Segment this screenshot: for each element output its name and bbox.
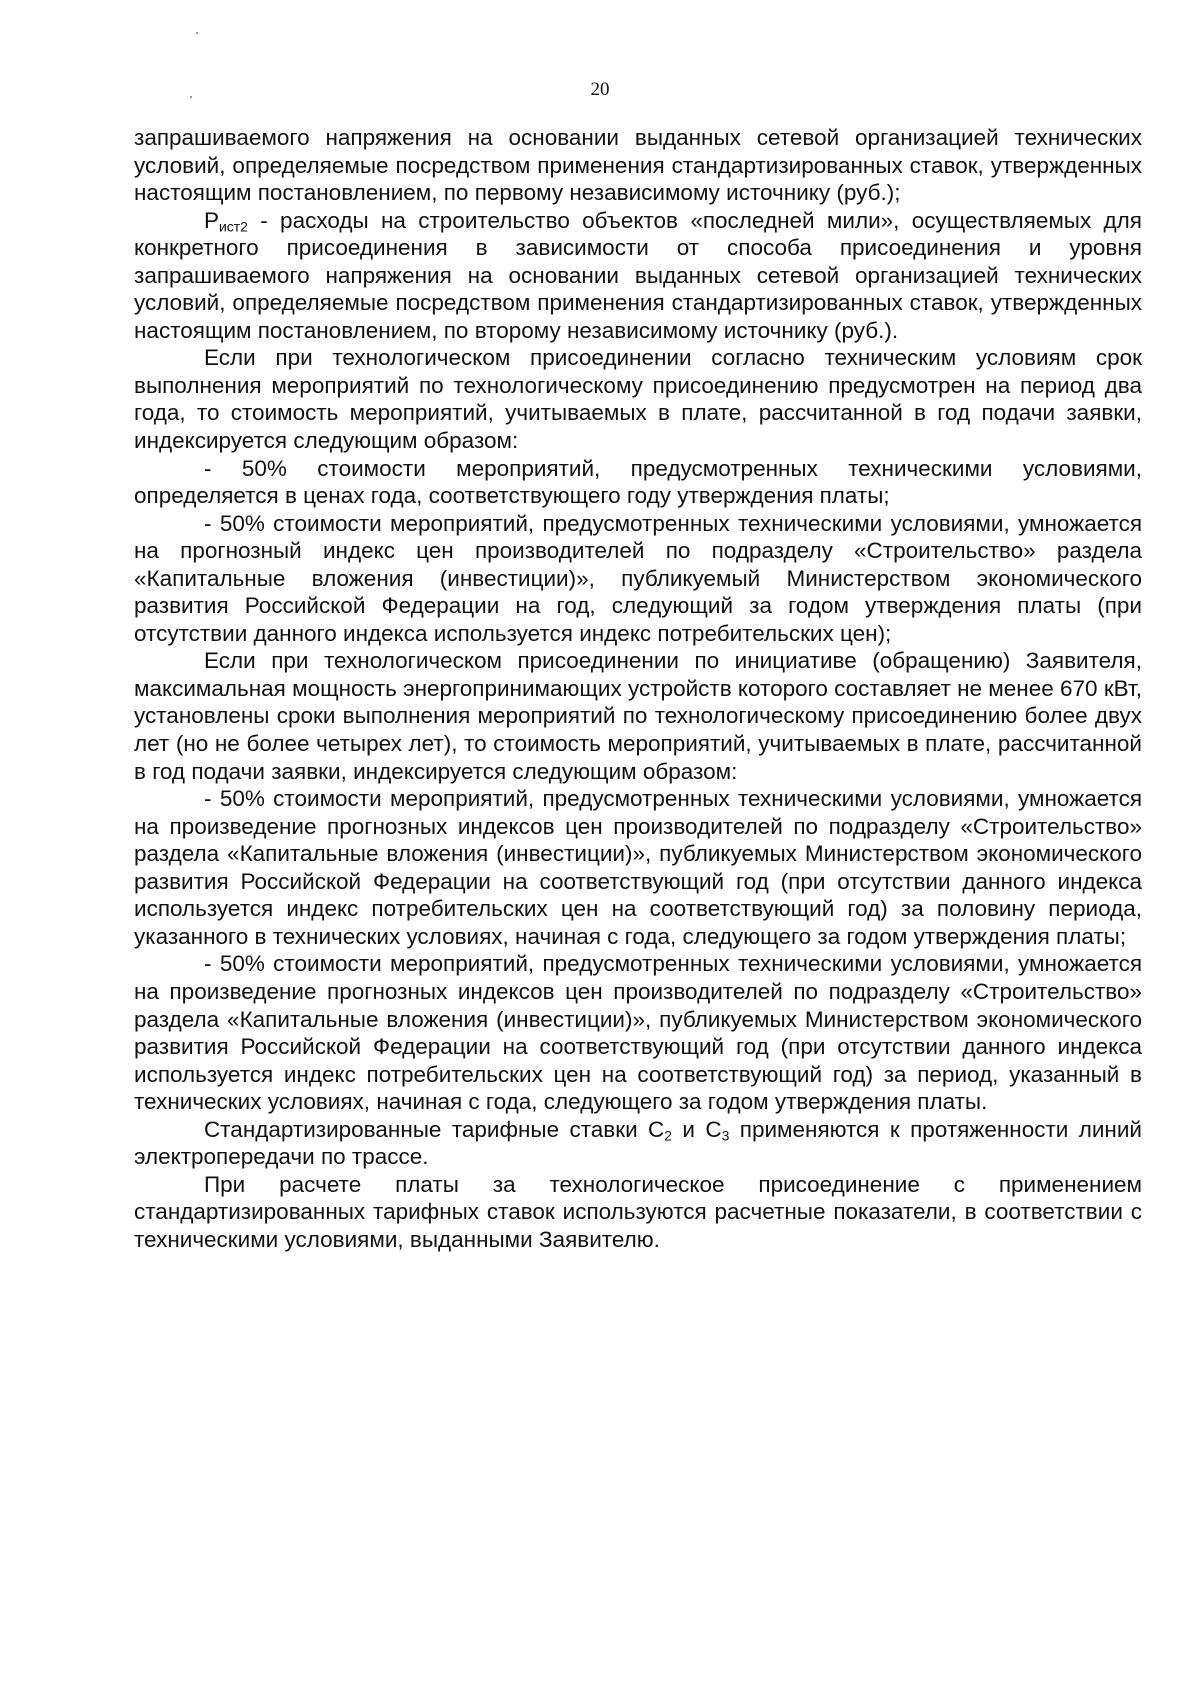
symbol-p: P [204,207,220,233]
document-body [134,124,1142,1253]
paragraph-two-year-term: Если при технологическом присоединении согласно техническим условиям срок выполнения мероприятий по технологическому присоединению предусмотрен на период два года, то стоимость мероприятий, учитываемых в плате, рассчитанной в год подачи заявки, индексируется следующим образом: [134,345,1142,454]
paragraph-calculation-indicators: При расчете платы за технологическое присоединение с применением стандартизированных тарифных ставок используются расчетные показатели, в соответствии с техническими условиями, выданными Заявителю. [134,1171,1142,1252]
paragraph-over-two-years: Если при технологическом присоединении по инициативе (обращению) Заявителя, максимальная мощность энергопринимающих устройств которого составляет не менее 670 кВт, установлены сроки выполнения мероприятий по технологическому присоединению более двух лет (но не более четырех лет), то стоимость мероприятий, учитываемых в плате, рассчитанной в год подачи заявки, индексируется следующим образом: [134,648,1142,784]
tariff-text-part3: применяются к протяженности линий электропередачи по трассе. [134,1116,1142,1170]
list-item-50-percent-next-year: - 50% стоимости мероприятий, предусмотренных техническими условиями, умножается на прогнозный индекс цен производителей по подразделу «Строительство» раздела «Капитальные вложения (инвестиции)», публикуемый Министерством экономического развития Российской Федерации на год, следующий за годом утверждения платы (при отсутствии данного индекса используется индекс потребительских цен); [134,510,1142,646]
page-number: 20 [590,79,610,100]
paragraph-continuation: запрашиваемого напряжения на основании выданных сетевой организацией технических условий, определяемые посредством применения стандартизированных ставок, утвержденных настоящим постановлением, по первому независимому источнику (руб.); [134,125,1142,206]
list-item-50-percent-full-period: - 50% стоимости мероприятий, предусмотренных техническими условиями, умножается на произведение прогнозных индексов цен производителей по подразделу «Строительство» раздела «Капитальные вложения (инвестиции)», публикуемых Министерством экономического развития Российской Федерации на соответствующий год (при отсутствии данного индекса используется индекс потребительских цен на соответствующий год) за период, указанный в технических условиях, начиная с года, следующего за годом утверждения платы. [134,951,1142,1115]
tariff-subscript-3: 3 [721,1127,730,1144]
scan-artifact [196,32,198,34]
tariff-subscript-2: 2 [664,1127,673,1144]
paragraph-tariff-rates [134,1116,1142,1171]
paragraph-p-ist2-text: - расходы на строительство объектов «последней мили», осуществляемых для конкретного присоединения в зависимости от способа присоединения и уровня запрашиваемого напряжения на основании выданных сетевой организацией технических условий, определяемые посредством применения стандартизированных ставок, утвержденных настоящим постановлением, по второму независимому источнику (руб.). [134,207,1142,343]
list-item-50-percent-half-period: - 50% стоимости мероприятий, предусмотренных техническими условиями, умножается на произведение прогнозных индексов цен производителей по подразделу «Строительство» раздела «Капитальные вложения (инвестиции)», публикуемых Министерством экономического развития Российской Федерации на соответствующий год (при отсутствии данного индекса используется индекс потребительских цен на соответствующий год) за половину периода, указанного в технических условиях, начиная с года, следующего за годом утверждения платы; [134,786,1142,949]
symbol-p-subscript: ист2 [219,218,248,235]
list-item-50-percent-current-year: - 50% стоимости мероприятий, предусмотренных техническими условиями, определяется в ценах года, соответствующего году утверждения платы; [134,455,1142,509]
paragraph-p-ist2 [134,207,1142,345]
tariff-text-part1: Стандартизированные тарифные ставки C [204,1116,665,1142]
tariff-text-part2: и C [672,1116,722,1142]
